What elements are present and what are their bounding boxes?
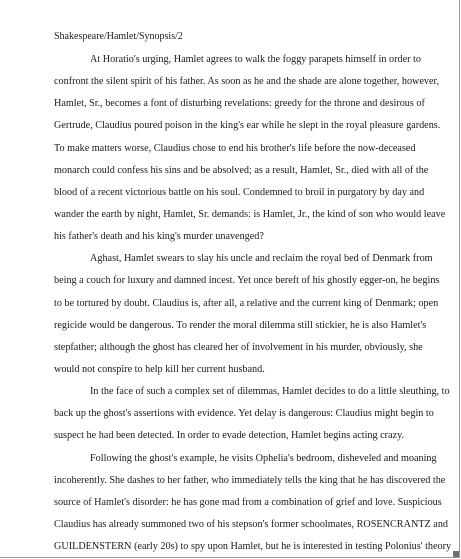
text-line: Following the ghost's example, he visits Ophelia's bedroom, disheveled and moaning [90,452,437,464]
document-body [54,54,452,558]
text-line: monarch could confess his sins and be absolved; as a result, Hamlet, Sr., died with all of the [54,164,429,176]
text-line: regicide would be dangerous. To render the moral dilemma still stickier, he is also Hamlet's [54,319,427,331]
text-line: confront the silent spirit of his father. As soon as he and the shade are alone together, however, [54,76,440,88]
text-line: To make matters worse, Claudius chose to end his brother's life before the now-deceased [54,142,416,154]
text-line: would not conspire to help kill her current husband. [54,363,265,375]
page-header: Shakespeare/Hamlet/Synopsis/2 [54,31,183,42]
text-line: back up the ghost's assertions with evidence. Yet delay is dangerous: Claudius might begin to [54,408,434,420]
text-line: At Horatio's urging, Hamlet agrees to walk the foggy parapets himself in order to [90,54,421,65]
text-line: his father's death and his king's murder unavenged? [54,231,264,243]
text-line: stepfather; although the ghost has cleared her of involvement in his murder, obviously, she [54,341,423,353]
text-line: being a couch for luxury and damned incest. Yet once bereft of his ghostly egger-on, he begins [54,275,440,287]
text-line: Hamlet, Sr., becomes a font of disturbing revelations: greedy for the throne and desirous of [54,98,425,110]
text-line: Aghast, Hamlet swears to slay his uncle and reclaim the royal bed of Denmark from [90,253,433,265]
text-line: blood of a recent victorious battle on his soul. Condemned to broil in purgatory by day and [54,186,425,198]
text-line: Claudius has already summoned two of his stepson's former schoolmates, ROSENCRANTZ and [54,518,449,530]
text-line: suspect he had been detected. In order to evade detection, Hamlet begins acting crazy. [54,430,405,442]
text-line: wander the earth by night, Hamlet, Sr. demands: is Hamlet, Jr., the kind of son who would leave [54,208,446,220]
text-line: GUILDENSTERN (early 20s) to spy upon Hamlet, but he is interested in testing Polonius' theory [54,541,452,553]
text-line: source of Hamlet's disorder: he has gone mad from a combination of grief and love. Suspicious [54,496,442,508]
text-line: to be tortured by doubt. Claudius is, after all, a relative and the current king of Denmark; open [54,297,439,309]
text-line: In the face of such a complex set of dilemmas, Hamlet decides to do a little sleuthing, to [90,386,450,398]
text-line: Gertrude, Claudius poured poison in the king's ear while he slept in the royal pleasure gardens. [54,120,441,132]
text-line: incoherently. She dashes to her father, who immediately tells the king that he has discovered the [54,474,446,486]
page-corner-marker [453,551,459,557]
